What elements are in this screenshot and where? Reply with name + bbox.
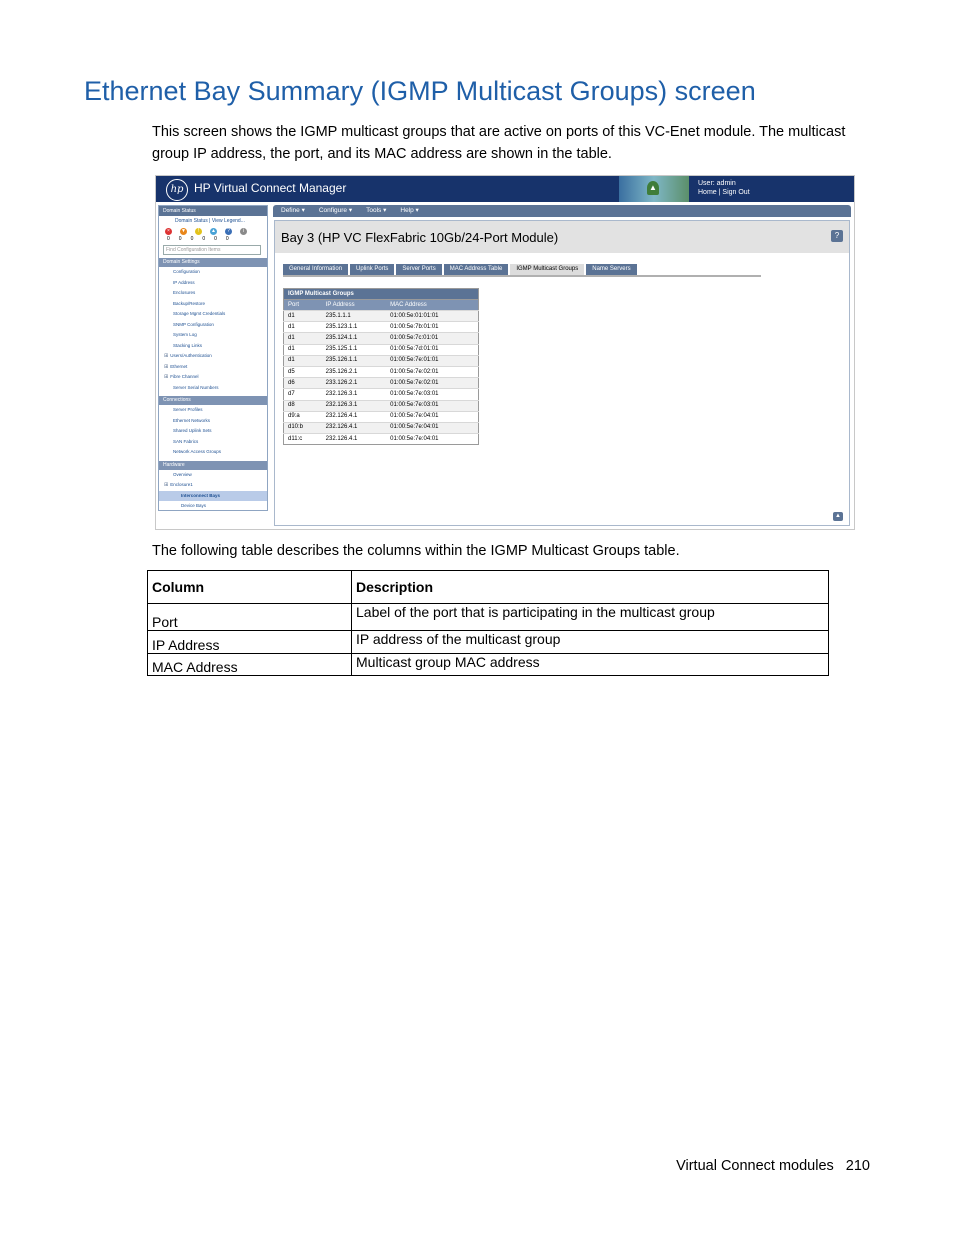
table-row: [284, 333, 479, 344]
tab-item[interactable]: Server Ports: [396, 264, 441, 275]
igmp-cell: 01:00:5e:7e:04:01: [386, 422, 478, 433]
sidebar-section-header[interactable]: Domain Settings: [159, 258, 267, 267]
igmp-cell: 235.126.1.1: [322, 355, 386, 366]
sidebar-item[interactable]: ⊞ Ethernet: [159, 362, 267, 373]
page-title: Ethernet Bay Summary (IGMP Multicast Groups) screen: [84, 76, 756, 106]
sidebar-item[interactable]: Shared Uplink Sets: [173, 428, 212, 433]
igmp-cell: 01:00:5e:7d:01:01: [386, 344, 478, 355]
igmp-cell: 232.126.3.1: [322, 389, 386, 400]
igmp-cell: d1: [284, 311, 322, 322]
igmp-cell: d8: [284, 400, 322, 411]
description-cell: IP address of the multicast group: [352, 631, 829, 654]
user-box: User: admin Home | Sign Out: [698, 180, 750, 196]
table-row: [284, 322, 479, 333]
igmp-cell: 01:00:5e:7e:01:01: [386, 355, 478, 366]
igmp-cell: d10:b: [284, 422, 322, 433]
igmp-cell: 01:00:5e:7c:01:01: [386, 333, 478, 344]
app-banner: [156, 176, 854, 202]
intro-paragraph: This screen shows the IGMP multicast groups that are active on ports of this VC-Enet module. The multicast group IP address, the port, and its MAC address are shown in the table.: [152, 124, 846, 162]
map-pin-icon: ▲: [647, 181, 659, 195]
table-row: [284, 411, 479, 422]
table-intro: The following table describes the columns within the IGMP Multicast Groups table.: [152, 543, 680, 559]
tab-bar: [283, 264, 761, 277]
igmp-column-header[interactable]: MAC Address: [386, 300, 478, 311]
igmp-cell: d5: [284, 366, 322, 377]
status-icons: [159, 224, 267, 235]
igmp-cell: 01:00:5e:01:01:01: [386, 311, 478, 322]
sidebar-item[interactable]: System Log: [173, 332, 197, 337]
critical-icon: ×: [165, 228, 172, 235]
scroll-top-icon[interactable]: ▲: [833, 512, 843, 521]
sidebar-item[interactable]: Server Profiles: [173, 407, 203, 412]
sidebar: [158, 205, 268, 511]
main-panel: [274, 220, 850, 526]
table-row: [284, 355, 479, 366]
table-row: [148, 654, 829, 676]
sidebar-item[interactable]: Interconnect Bays: [159, 491, 267, 502]
igmp-cell: 01:00:5e:7e:02:01: [386, 366, 478, 377]
page-footer: [676, 1158, 870, 1174]
tab-item[interactable]: IGMP Multicast Groups: [510, 264, 584, 275]
igmp-cell: 01:00:5e:7e:03:01: [386, 389, 478, 400]
menu-item[interactable]: Help ▾: [400, 207, 419, 214]
table-row: [148, 631, 829, 654]
sidebar-section-header[interactable]: Connections: [159, 396, 267, 405]
sidebar-item[interactable]: Enclosures: [173, 290, 196, 295]
status-count: 0: [214, 236, 217, 242]
sidebar-item[interactable]: ⊞ Fibre Channel: [159, 372, 267, 383]
banner-graphic: [619, 176, 689, 202]
igmp-cell: 235.126.2.1: [322, 366, 386, 377]
sidebar-item[interactable]: ⊞ Enclosure1: [159, 480, 267, 491]
page-number: 210: [845, 1158, 870, 1174]
table-row: [284, 434, 479, 445]
igmp-cell: d1: [284, 344, 322, 355]
warning-icon: ▲: [211, 228, 216, 234]
footer-section: Virtual Connect modules: [676, 1158, 834, 1174]
major-icon: ▼: [181, 228, 186, 234]
home-link[interactable]: Home: [698, 189, 717, 196]
table-row: [284, 422, 479, 433]
igmp-cell: d11:c: [284, 434, 322, 445]
igmp-cell: d1: [284, 322, 322, 333]
igmp-cell: d1: [284, 355, 322, 366]
status-count: 0: [225, 236, 229, 242]
status-count: 0: [178, 236, 182, 242]
status-count: 0: [202, 236, 206, 242]
igmp-cell: 01:00:5e:7e:02:01: [386, 378, 478, 389]
main-header: [275, 221, 849, 253]
column-cell: IP Address: [148, 631, 352, 654]
help-icon[interactable]: ?: [831, 230, 843, 242]
igmp-table: [283, 288, 479, 445]
sidebar-item[interactable]: IP Address: [173, 279, 195, 285]
bay-title: Bay 3 (HP VC FlexFabric 10Gb/24-Port Module): [281, 230, 559, 245]
table-row: [284, 400, 479, 411]
unknown-icon: ?: [225, 228, 232, 235]
status-count: 0: [190, 236, 194, 242]
igmp-cell: 232.126.4.1: [322, 434, 386, 445]
igmp-cell: 232.126.4.1: [322, 422, 386, 433]
igmp-cell: 233.126.2.1: [322, 378, 386, 389]
description-cell: Multicast group MAC address: [352, 654, 829, 676]
igmp-cell: 01:00:5e:7e:03:01: [386, 400, 478, 411]
sidebar-item[interactable]: SNMP Configuration: [173, 321, 214, 327]
vcm-screenshot: [155, 175, 855, 530]
table-row: [148, 604, 829, 631]
column-header: Column: [148, 571, 352, 604]
igmp-cell: d7: [284, 389, 322, 400]
igmp-cell: 01:00:5e:7b:01:01: [386, 322, 478, 333]
hp-logo-icon: hp: [166, 179, 188, 201]
table-row: [284, 311, 479, 322]
column-cell: Port: [148, 604, 352, 631]
igmp-table-caption: IGMP Multicast Groups: [283, 288, 479, 299]
igmp-cell: d6: [284, 378, 322, 389]
sidebar-item[interactable]: Overview: [173, 471, 192, 477]
column-cell: MAC Address: [148, 654, 352, 676]
app-title: HP Virtual Connect Manager: [194, 181, 347, 195]
menu-item[interactable]: Define ▾: [281, 207, 305, 214]
sign-out-link[interactable]: Sign Out: [722, 189, 750, 196]
igmp-cell: 01:00:5e:7e:04:01: [386, 411, 478, 422]
user-label: User: admin: [698, 180, 736, 187]
tab-item[interactable]: Uplink Ports: [350, 264, 394, 275]
find-config-input[interactable]: Find Configuration Items: [163, 245, 261, 255]
sidebar-item[interactable]: Ethernet Networks: [173, 417, 211, 423]
table-row: [284, 378, 479, 389]
menu-item[interactable]: Configure ▾: [318, 207, 353, 214]
igmp-cell: d9:a: [284, 411, 322, 422]
domain-status-header: Domain Status: [159, 206, 267, 216]
table-row: [284, 389, 479, 400]
menu-item[interactable]: Tools ▾: [366, 207, 387, 214]
description-header: Description: [352, 571, 829, 604]
sidebar-section-header[interactable]: Hardware: [159, 461, 267, 470]
igmp-cell: 235.123.1.1: [322, 322, 386, 333]
tab-item[interactable]: General Information: [283, 264, 348, 275]
sidebar-item[interactable]: Network Access Groups: [173, 449, 222, 454]
status-counts: [159, 235, 267, 242]
view-legend-link[interactable]: View Legend...: [211, 218, 245, 224]
table-row: [284, 344, 479, 355]
domain-status-link[interactable]: Domain Status: [175, 218, 208, 224]
igmp-header-row: [284, 300, 479, 311]
domain-status-links: Domain Status | View Legend...: [175, 218, 245, 224]
sidebar-sections: [159, 258, 267, 512]
info-icon: i: [240, 228, 247, 235]
igmp-cell: 232.126.4.1: [322, 411, 386, 422]
igmp-cell: 235.1.1.1: [322, 311, 386, 322]
sidebar-item[interactable]: Configuration: [173, 269, 200, 274]
status-count: 0: [167, 236, 170, 242]
igmp-body: [284, 311, 479, 445]
igmp-column-header[interactable]: Port: [284, 300, 322, 311]
sidebar-item[interactable]: Stacking Links: [173, 342, 203, 348]
menu-bar: [273, 205, 851, 217]
sidebar-item[interactable]: ⊞ Users/Authentication: [159, 351, 267, 362]
sidebar-item[interactable]: Backup/Restore: [173, 300, 206, 306]
igmp-column-header[interactable]: IP Address: [322, 300, 386, 311]
igmp-cell: 01:00:5e:7e:04:01: [386, 434, 478, 445]
igmp-cell: 235.124.1.1: [322, 333, 386, 344]
sidebar-item[interactable]: Device Bays: [181, 503, 207, 508]
tab-item[interactable]: MAC Address Table: [444, 264, 509, 275]
igmp-cell: 235.125.1.1: [322, 344, 386, 355]
tab-item[interactable]: Name Servers: [586, 264, 636, 275]
igmp-cell: d1: [284, 333, 322, 344]
description-cell: Label of the port that is participating in the multicast group: [352, 604, 829, 631]
igmp-cell: 232.126.3.1: [322, 400, 386, 411]
sidebar-item[interactable]: SAN Fabrics: [173, 438, 199, 444]
sidebar-item[interactable]: Server Serial Numbers: [173, 384, 219, 390]
sidebar-item[interactable]: Storage Mgmt Credentials: [173, 311, 226, 316]
columns-table: [147, 570, 829, 676]
table-row: [284, 366, 479, 377]
minor-icon: !: [195, 228, 202, 235]
